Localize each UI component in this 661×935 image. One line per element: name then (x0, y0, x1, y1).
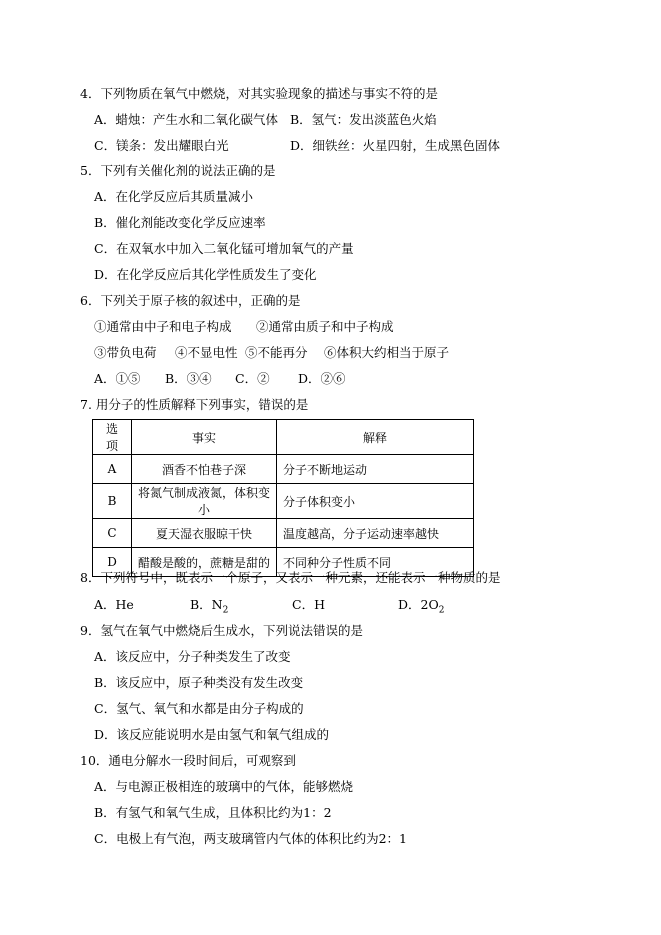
q10-option-a: A．与电源正极相连的玻璃中的气体，能够燃烧 (94, 779, 354, 794)
q6-statement-6: ⑥体积大约相当于原子 (324, 345, 450, 360)
q9-option-a: A．该反应中，分子种类发生了改变 (94, 649, 291, 664)
table-cell-option: A (93, 455, 132, 484)
q5-option-a: A．在化学反应后其质量减小 (94, 189, 254, 204)
table-header-row (93, 420, 474, 455)
q6-statement-5: ⑤不能再分 (245, 345, 308, 360)
q4-option-b: B．氢气：发出淡蓝色火焰 (290, 112, 437, 127)
table-cell-option: D (93, 548, 132, 577)
q8-option-b-subscript: 2 (222, 605, 229, 616)
table-row (93, 519, 474, 548)
table-cell-fact: 醋酸是酸的，蔗糖是甜的 (132, 548, 277, 577)
q6-statement-4: ④不显电性 (175, 345, 238, 360)
table-cell-explanation: 分子体积变小 (277, 484, 474, 519)
q4-option-c: C．镁条：发出耀眼白光 (94, 138, 229, 153)
q6-stem: 6．下列关于原子核的叙述中，正确的是 (80, 293, 301, 308)
table-cell-option: B (93, 484, 132, 519)
q4-stem: 4．下列物质在氧气中燃烧，对其实验现象的描述与事实不符的是 (80, 86, 438, 101)
q5-option-c: C．在双氧水中加入二氧化锰可增加氧气的产量 (94, 241, 354, 256)
q10-option-c: C．电极上有气泡，两支玻璃管内气体的体积比约为2：1 (94, 831, 407, 846)
q4-option-a: A．蜡烛：产生水和二氧化碳气体 (94, 112, 279, 127)
q6-statement-2: ②通常由质子和中子构成 (256, 319, 394, 334)
table-row (93, 455, 474, 484)
q8-stem: 8．下列符号中，既表示一个原子，又表示一种元素，还能表示一种物质的是 (80, 570, 501, 585)
q10-option-b: B．有氢气和氧气生成，且体积比约为1：2 (94, 805, 332, 820)
q9-option-c: C．氢气、氧气和水都是由分子构成的 (94, 701, 304, 716)
q6-option-b: B．③④ (165, 371, 212, 386)
q9-option-d: D．该反应能说明水是由氢气和氧气组成的 (94, 727, 330, 742)
q8-option-b-text: B．N (190, 597, 223, 612)
table-cell-explanation: 不同种分子性质不同 (277, 548, 474, 577)
q6-statement-3: ③带负电荷 (94, 345, 157, 360)
q9-stem: 9．氢气在氧气中燃烧后生成水，下列说法错误的是 (80, 623, 363, 638)
q6-option-d: D．②⑥ (298, 371, 346, 386)
q8-option-d (398, 597, 444, 619)
table-cell-explanation: 分子不断地运动 (277, 455, 474, 484)
q5-option-d: D．在化学反应后其化学性质发生了变化 (94, 267, 317, 282)
table-cell-fact: 夏天湿衣服晾干快 (132, 519, 277, 548)
q5-option-b: B．催化剂能改变化学反应速率 (94, 215, 266, 230)
q6-statement-1: ①通常由中子和电子构成 (94, 319, 232, 334)
table-cell-option: C (93, 519, 132, 548)
table-cell-fact: 将氮气制成液氮，体积变小 (132, 484, 277, 519)
q7-stem: 7. 用分子的性质解释下列事实，错误的是 (80, 397, 309, 412)
q8-option-a: A．He (94, 597, 134, 612)
q6-option-a: A．①⑤ (94, 371, 141, 386)
q9-option-b: B．该反应中，原子种类没有发生改变 (94, 675, 304, 690)
q8-option-d-subscript: 2 (438, 605, 445, 616)
q6-option-c: C．② (235, 371, 270, 386)
table-cell-fact: 酒香不怕巷子深 (132, 455, 277, 484)
q8-option-c: C．H (292, 597, 325, 612)
table-header-explanation: 解释 (277, 420, 474, 455)
q7-table (92, 419, 474, 577)
q4-option-d: D．细铁丝：火星四射，生成黑色固体 (290, 138, 501, 153)
q5-stem: 5．下列有关催化剂的说法正确的是 (80, 163, 276, 178)
table-header-fact: 事实 (132, 420, 277, 455)
q10-stem: 10．通电分解水一段时间后，可观察到 (80, 753, 296, 768)
q8-option-b (190, 597, 228, 619)
q8-option-d-text: D．2O (398, 597, 439, 612)
table-cell-explanation: 温度越高，分子运动速率越快 (277, 519, 474, 548)
table-header-option: 选 项 (93, 420, 132, 455)
table-row (93, 484, 474, 519)
